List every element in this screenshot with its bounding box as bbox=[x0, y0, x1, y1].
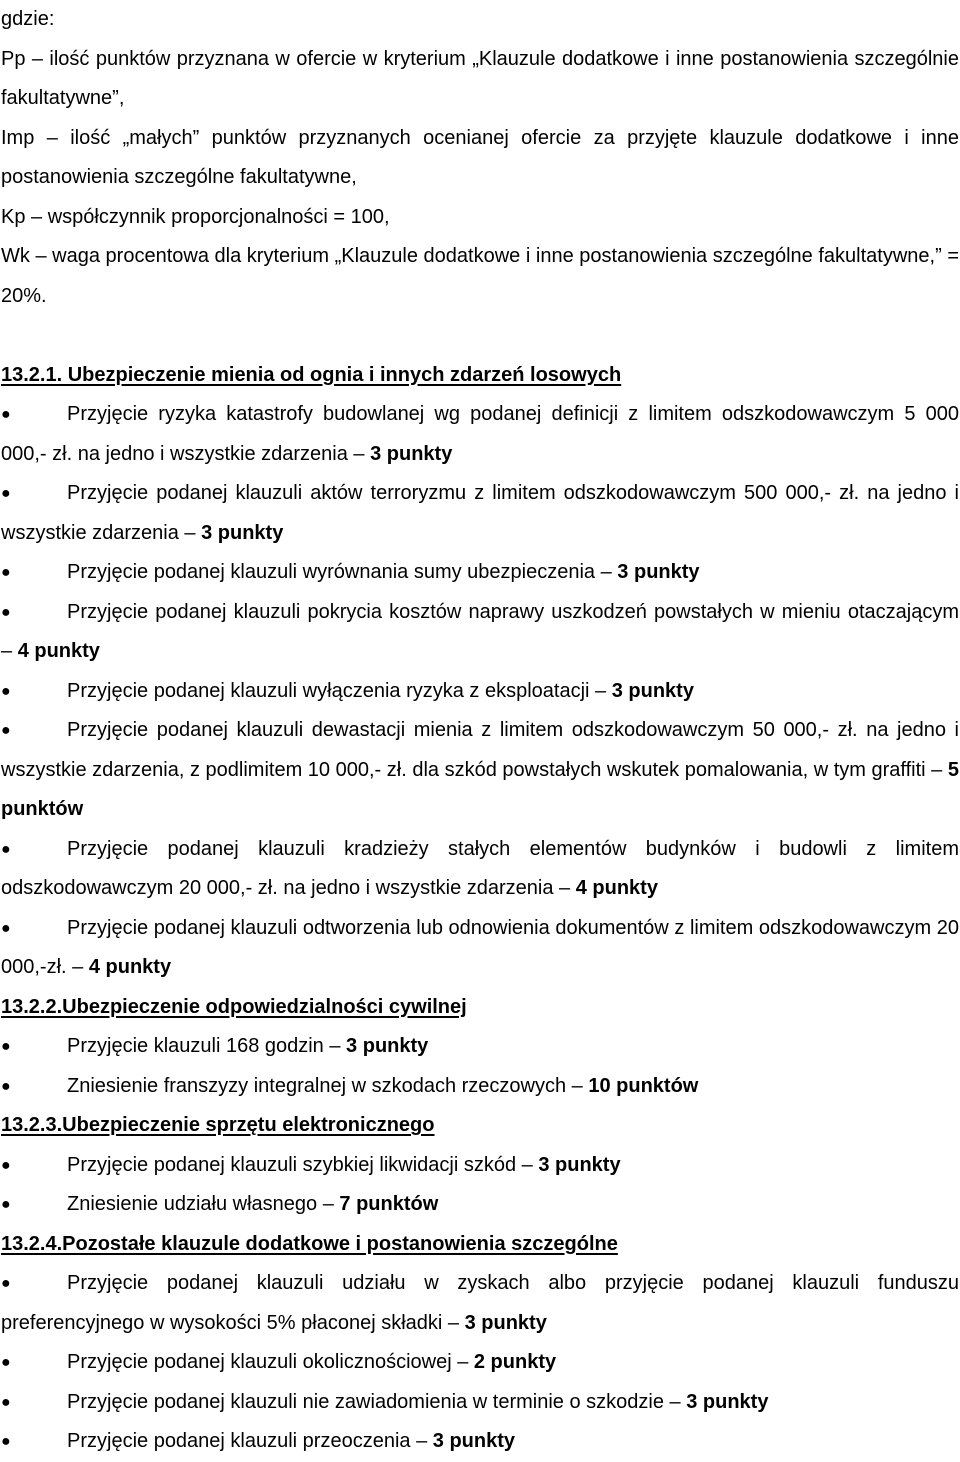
bullet-icon: ● bbox=[1, 1275, 11, 1292]
sections-container bbox=[1, 356, 959, 1462]
points-value: 3 punkty bbox=[617, 561, 700, 583]
bullet-icon: ● bbox=[1, 1156, 11, 1174]
bullet-item bbox=[1, 711, 959, 830]
bullet-text: Przyjęcie podanej klauzuli udziału w zyskach albo przyjęcie podanej klauzuli funduszu preferencyjnego w wysokości 5% płaconej składki – bbox=[1, 1272, 959, 1334]
bullet-item bbox=[1, 909, 959, 988]
definition-wk: Wk – waga procentowa dla kryterium „Klauzule dodatkowe i inne postanowienia szczególne fakultatywne,” = 20%. bbox=[1, 245, 959, 307]
points-value: 4 punkty bbox=[88, 956, 172, 978]
bullet-item bbox=[1, 474, 959, 553]
bullet-text: Przyjęcie klauzuli 168 godzin – bbox=[67, 1035, 347, 1057]
section-heading: 13.2.1. Ubezpieczenie mienia od ognia i innych zdarzeń losowych bbox=[1, 363, 622, 386]
bullet-item bbox=[1, 1343, 959, 1383]
spacer bbox=[1, 316, 959, 356]
bullet-icon: ● bbox=[1, 603, 11, 621]
bullet-text: Zniesienie udziału własnego – bbox=[67, 1193, 340, 1215]
points-value: 4 punkty bbox=[17, 640, 100, 662]
bullet-text: Przyjęcie podanej klauzuli dewastacji mienia z limitem odszkodowawczym 50 000,- zł. na jedno i wszystkie zdarzenia, z podlimitem 10 000,- zł. dla szkód powstałych wskutek pomalowania, w tym graffiti – bbox=[1, 719, 959, 781]
bullet-text: Przyjęcie ryzyka katastrofy budowlanej wg podanej definicji z limitem odszkodowawczym 5 000 000,- zł. na jedno i wszystkie zdarzenia – bbox=[1, 403, 959, 465]
bullet-text: Przyjęcie podanej klauzuli okolicznościowej – bbox=[67, 1351, 474, 1373]
points-value: 3 punkty bbox=[611, 679, 694, 702]
bullet-item bbox=[1, 1146, 959, 1186]
bullet-icon: ● bbox=[1, 485, 11, 502]
section-heading: 13.2.2.Ubezpieczenie odpowiedzialności cywilnej bbox=[1, 995, 467, 1018]
bullet-icon: ● bbox=[1, 722, 11, 739]
points-value: 7 punktów bbox=[339, 1193, 439, 1215]
bullet-item bbox=[1, 1027, 959, 1067]
definition-kp: Kp – współczynnik proporcjonalności = 100, bbox=[1, 205, 390, 228]
points-value: 2 punkty bbox=[473, 1351, 557, 1373]
bullet-icon: ● bbox=[1, 1393, 11, 1411]
bullet-text: Przyjęcie podanej klauzuli nie zawiadomienia w terminie o szkodzie – bbox=[67, 1390, 687, 1413]
points-value: 4 punkty bbox=[575, 877, 658, 899]
bullet-text: Przyjęcie podanej klauzuli aktów terroryzmu z limitem odszkodowawczym 500 000,- zł. na jedno i wszystkie zdarzenia – bbox=[1, 482, 959, 544]
bullet-item bbox=[1, 672, 959, 712]
bullet-text: Przyjęcie podanej klauzuli szybkiej likwidacji szkód – bbox=[67, 1153, 539, 1176]
bullet-icon: ● bbox=[1, 840, 11, 858]
bullet-text: Przyjęcie podanej klauzuli kradzieży stałych elementów budynków i budowli z limitem odszkodowawczym 20 000,- zł. na jedno i wszystkie zdarzenia – bbox=[1, 837, 959, 899]
bullet-item bbox=[1, 1422, 959, 1462]
bullet-icon: ● bbox=[1, 1038, 11, 1055]
bullet-text: Przyjęcie podanej klauzuli przeoczenia – bbox=[67, 1430, 433, 1452]
bullet-icon: ● bbox=[1, 682, 11, 700]
definition-imp: Imp – ilość „małych” punktów przyznanych ocenianej ofercie za przyjęte klauzule dodatkowe i inne postanowienia szczególne fakultatywne, bbox=[1, 126, 959, 188]
bullet-text: Przyjęcie podanej klauzuli wyrównania sumy ubezpieczenia – bbox=[67, 561, 618, 583]
points-value: 3 punkty bbox=[201, 521, 284, 544]
bullet-item bbox=[1, 1264, 959, 1343]
bullet-icon: ● bbox=[1, 406, 11, 423]
bullet-item bbox=[1, 553, 959, 593]
points-value: 5 punktów bbox=[1, 758, 959, 820]
points-value: 3 punkty bbox=[370, 442, 453, 465]
bullet-text: Przyjęcie podanej klauzuli odtworzenia lub odnowienia dokumentów z limitem odszkodowawczym 20 000,-zł. – bbox=[1, 916, 959, 978]
bullet-icon: ● bbox=[1, 564, 11, 581]
points-value: 3 punkty bbox=[464, 1311, 547, 1334]
points-value: 3 punkty bbox=[432, 1430, 516, 1452]
bullet-item bbox=[1, 1383, 959, 1423]
bullet-item bbox=[1, 593, 959, 672]
definitions-lead: gdzie: bbox=[1, 8, 55, 30]
bullet-item bbox=[1, 395, 959, 474]
bullet-text: Przyjęcie podanej klauzuli pokrycia kosztów naprawy uszkodzeń powstałych w mieniu otaczającym – bbox=[1, 600, 959, 662]
bullet-item bbox=[1, 830, 959, 909]
bullet-icon: ● bbox=[1, 1354, 11, 1371]
points-value: 3 punkty bbox=[686, 1390, 769, 1413]
bullet-icon: ● bbox=[1, 1077, 11, 1095]
bullet-icon: ● bbox=[1, 1433, 11, 1450]
bullet-text: Przyjęcie podanej klauzuli wyłączenia ryzyka z eksploatacji – bbox=[67, 679, 612, 702]
bullet-icon: ● bbox=[1, 1196, 11, 1213]
bullet-text: Zniesienie franszyzy integralnej w szkodach rzeczowych – bbox=[67, 1074, 589, 1097]
points-value: 3 punkty bbox=[346, 1035, 429, 1057]
definition-pp: Pp – ilość punktów przyznana w ofercie w kryterium „Klauzule dodatkowe i inne postanowienia szczególnie fakultatywne”, bbox=[1, 47, 959, 109]
points-value: 3 punkty bbox=[538, 1153, 621, 1176]
section-heading: 13.2.3.Ubezpieczenie sprzętu elektronicznego bbox=[1, 1114, 435, 1136]
points-value: 10 punktów bbox=[588, 1074, 699, 1097]
bullet-item bbox=[1, 1185, 959, 1225]
bullet-item bbox=[1, 1067, 959, 1107]
section-heading: 13.2.4.Pozostałe klauzule dodatkowe i postanowienia szczególne bbox=[1, 1232, 618, 1255]
bullet-icon: ● bbox=[1, 919, 11, 937]
